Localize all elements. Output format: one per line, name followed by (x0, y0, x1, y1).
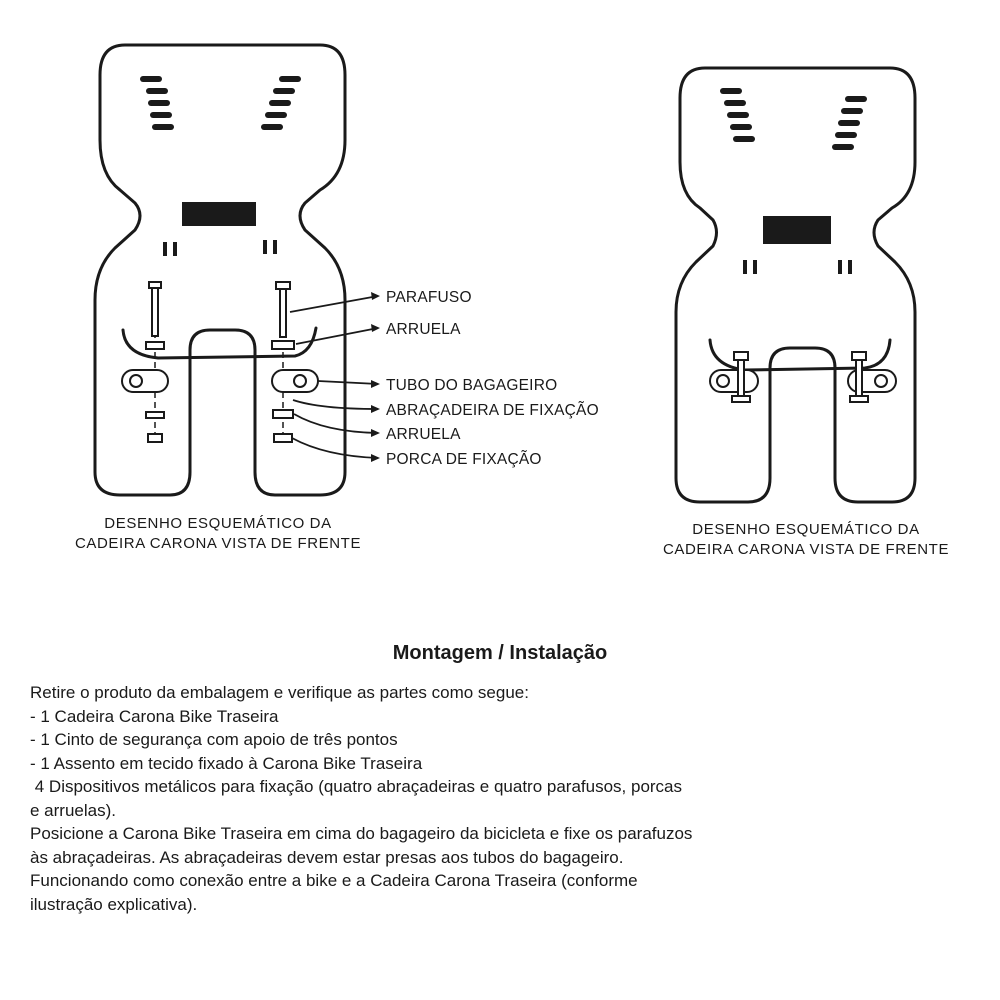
instruction-line: - 1 Assento em tecido fixado à Carona Bike Traseira (30, 753, 423, 773)
right-crotch-slot (763, 216, 831, 244)
right-seat-drawing (676, 68, 915, 502)
right-seat-outline (676, 68, 915, 502)
left-caption-line-2: CADEIRA CARONA VISTA DE FRENTE (74, 535, 362, 552)
right-clamp (272, 370, 318, 392)
instruction-line: e arruelas). (30, 800, 116, 820)
instruction-line: 4 Dispositivos metálicos para fixação (quatro abraçadeiras e quatro parafusos, porcas (30, 777, 683, 796)
instruction-line: - 1 Cinto de segurança com apoio de três pontos (30, 730, 398, 749)
instruction-line: - 1 Cadeira Carona Bike Traseira (30, 706, 279, 726)
instruction-line: Retire o produto da embalagem e verifique as partes como segue: (30, 683, 529, 702)
label-parafuso: PARAFUSO (386, 289, 472, 306)
label-arruela-top: ARRUELA (386, 321, 461, 338)
instruction-line: às abraçadeiras. As abraçadeiras devem estar presas aos tubos do bagageiro. (30, 847, 624, 867)
label-arruela-bottom: ARRUELA (386, 426, 461, 443)
right-caption-line-1: DESENHO ESQUEMÁTICO DA (692, 521, 920, 538)
label-abracadeira: ABRAÇADEIRA DE FIXAÇÃO (386, 402, 599, 419)
left-crotch-slot (182, 202, 256, 226)
instruction-line: Funcionando como conexão entre a bike e a Cadeira Carona Traseira (conforme (30, 871, 638, 890)
left-clamp (122, 370, 168, 392)
instruction-line: Posicione a Carona Bike Traseira em cima do bagageiro da bicicleta e fixe os parafuzos (30, 824, 693, 843)
part-labels (386, 289, 599, 468)
left-caption-line-1: DESENHO ESQUEMÁTICO DA (104, 515, 332, 532)
left-seat-drawing (95, 45, 345, 495)
label-porca: PORCA DE FIXAÇÃO (386, 451, 542, 468)
label-tubo-bagageiro: TUBO DO BAGAGEIRO (386, 377, 558, 394)
instructions-title: Montagem / Instalação (392, 642, 608, 664)
right-caption-line-2: CADEIRA CARONA VISTA DE FRENTE (662, 541, 950, 558)
left-seat-outline (95, 45, 345, 495)
installation-instructions (30, 642, 970, 916)
instruction-line: ilustração explicativa). (30, 894, 198, 914)
